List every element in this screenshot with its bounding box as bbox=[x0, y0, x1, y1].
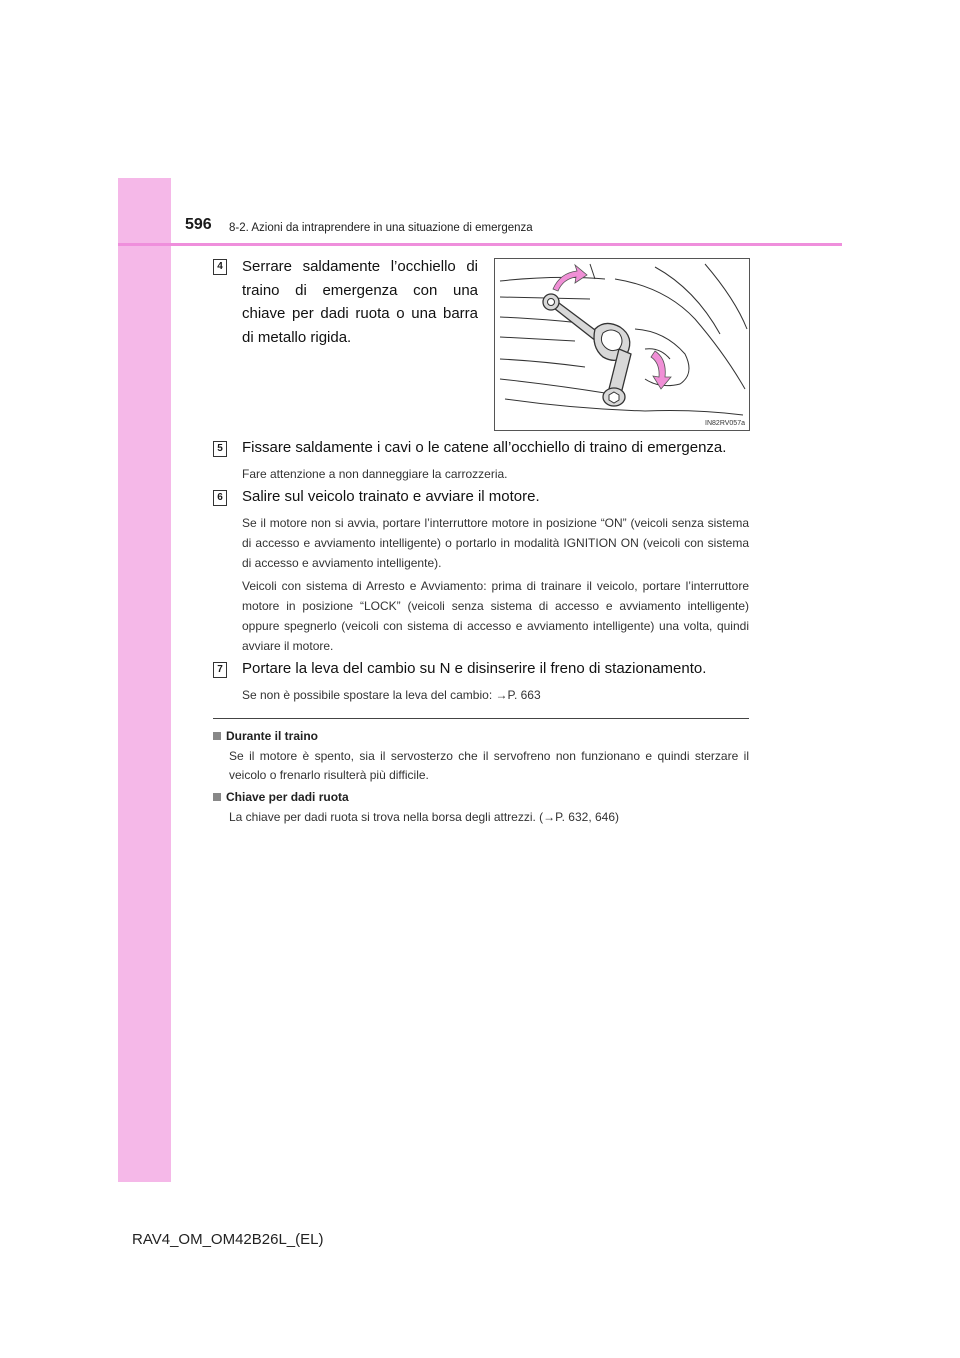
header-rule bbox=[118, 243, 842, 246]
step-number-badge: 7 bbox=[213, 662, 227, 678]
notes-divider bbox=[213, 718, 749, 719]
step-text-1: Se il motore non si avvia, portare l’interruttore motore in posizione “ON” (veicoli senza sistema di accesso e avviamento intelligente) o portarlo in modalità IGNITION ON (veicoli con sistema di accesso e avviamento intelligente). bbox=[242, 516, 749, 570]
wrench-tightening-tow-eyelet-illustration bbox=[495, 259, 751, 432]
document-code: RAV4_OM_OM42B26L_(EL) bbox=[132, 1231, 324, 1248]
tow-eyelet-illustration bbox=[494, 258, 750, 431]
step-text: Fare attenzione a non danneggiare la carrozzeria. bbox=[242, 467, 508, 481]
step-title: Portare la leva del cambio su N e disinserire il freno di stazionamento. bbox=[242, 660, 707, 677]
note-heading-text: Chiave per dadi ruota bbox=[226, 790, 349, 804]
step-number-badge: 6 bbox=[213, 490, 227, 506]
illustration-code: IN82RV057a bbox=[705, 420, 745, 427]
step-text: Se non è possibile spostare la leva del cambio: →P. 663 bbox=[242, 688, 541, 702]
square-bullet-icon bbox=[213, 793, 221, 801]
square-bullet-icon bbox=[213, 732, 221, 740]
note-heading-text: Durante il traino bbox=[226, 729, 319, 743]
step-6 bbox=[213, 490, 749, 655]
step-number-badge: 4 bbox=[213, 259, 227, 275]
note-during-towing bbox=[213, 728, 749, 788]
step-5 bbox=[213, 441, 749, 481]
step-title: Salire sul veicolo trainato e avviare il motore. bbox=[242, 488, 540, 505]
note-wheel-nut-wrench bbox=[213, 789, 749, 829]
step-text-2: Veicoli con sistema di Arresto e Avviamento: prima di trainare il veicolo, portare l’interruttore motore in posizione “LOCK” (veicoli senza sistema di accesso e avviamento intelligente) oppure spegnerlo (veicoli con sistema di accesso e avviamento intelligente) una volta, quindi avviare il motore. bbox=[242, 579, 749, 653]
side-color-band bbox=[118, 178, 171, 1182]
step-7 bbox=[213, 662, 749, 702]
step-title: Serrare saldamente l’occhiello di traino di emergenza con una chiave per dadi ruota o una barra di metallo rigida. bbox=[242, 258, 478, 346]
note-body: La chiave per dadi ruota si trova nella borsa degli attrezzi. (→P. 632, 646) bbox=[229, 810, 619, 824]
note-heading bbox=[213, 789, 349, 805]
step-title: Fissare saldamente i cavi o le catene all’occhiello di traino di emergenza. bbox=[242, 439, 727, 456]
step-number-badge: 5 bbox=[213, 441, 227, 457]
note-heading bbox=[213, 728, 318, 744]
section-title: 8-2. Azioni da intraprendere in una situazione di emergenza bbox=[229, 222, 533, 234]
note-body: Se il motore è spento, sia il servosterzo che il servofreno non funzionano e quindi sterzare il veicolo o frenarlo risulterà più difficile. bbox=[229, 749, 749, 782]
page-number: 596 bbox=[185, 216, 212, 233]
